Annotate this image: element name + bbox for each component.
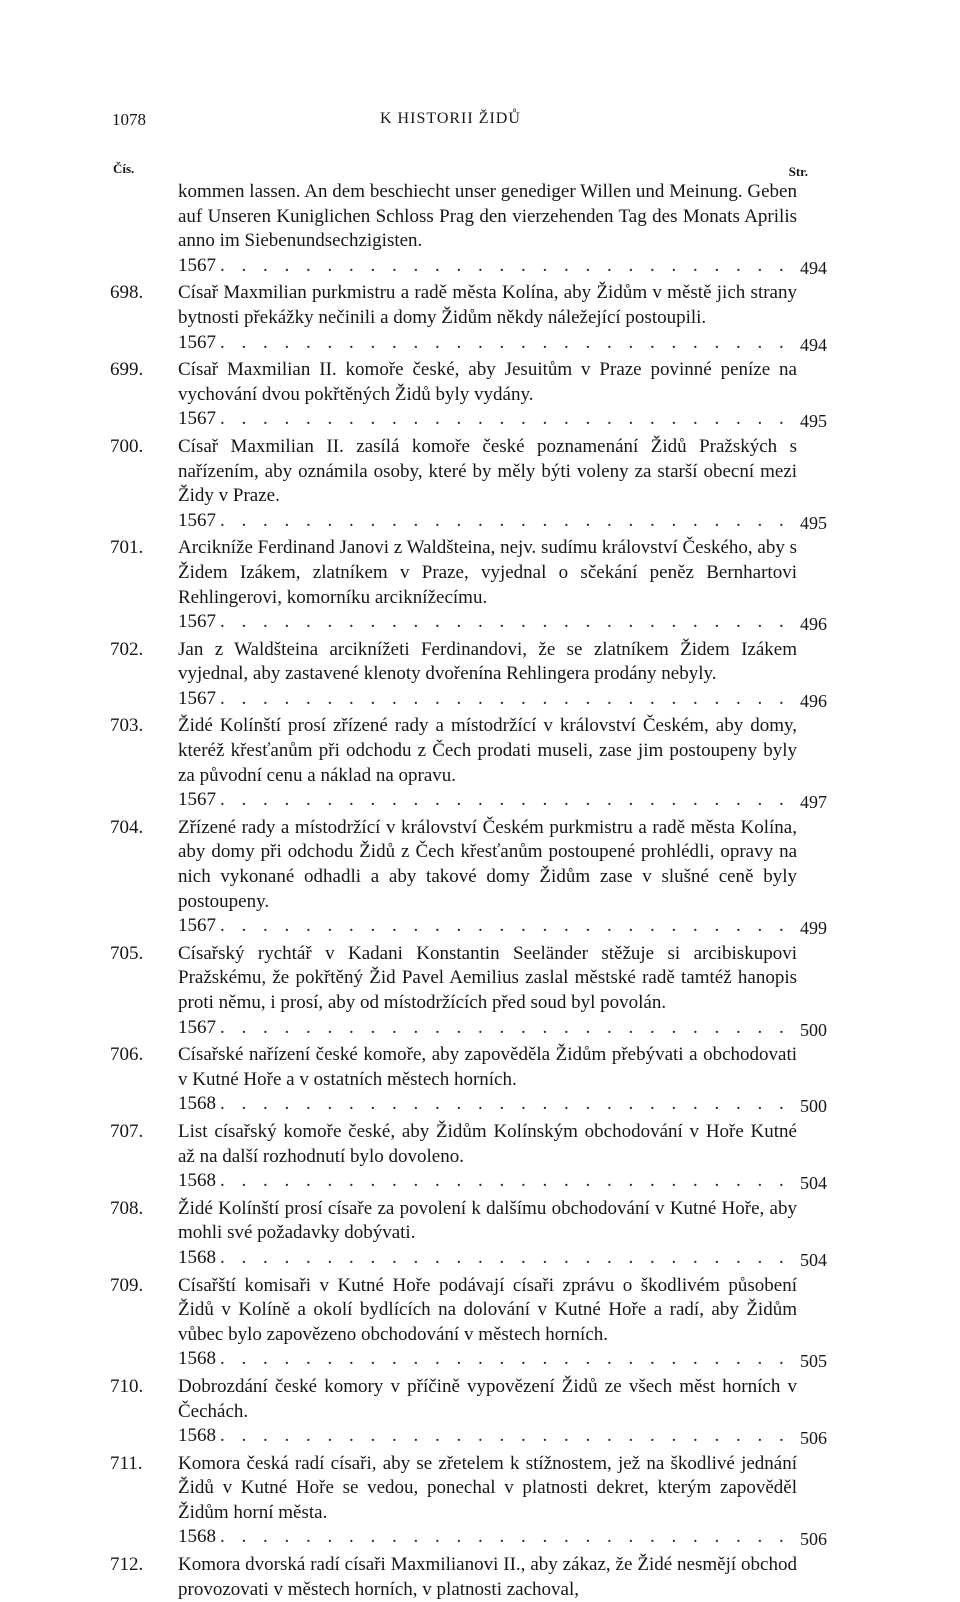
entry-number: 709.	[110, 1274, 144, 1296]
leader-dots	[216, 914, 797, 939]
entry-item	[110, 435, 840, 533]
entry-page: 497	[800, 792, 827, 813]
entry-page: 495	[800, 512, 827, 533]
leader-dots	[216, 1092, 797, 1117]
entry-item	[110, 714, 840, 812]
entry-text: Císařský rychtář v Kadani Konstantin Seeländer stěžuje si arcibiskupovi Pražskému, že pokřtěný Žid Pavel Aemilius zaslal městské radě tamtéž hanopis proti němu, i prosí, aby od místodržících před soud byl povolán.	[178, 942, 797, 1013]
entry-page: 504	[800, 1173, 827, 1194]
leader-dots	[216, 1169, 797, 1194]
entry-item	[110, 1274, 840, 1372]
continuation-year: 1567	[178, 254, 216, 276]
entry-page: 500	[800, 1019, 827, 1040]
leader-dots	[216, 254, 797, 279]
entry-page: 505	[800, 1351, 827, 1372]
entry-year: 1568	[178, 1425, 216, 1447]
entry-year: 1567	[178, 915, 216, 937]
leader-dots	[216, 1424, 797, 1449]
entry-item	[110, 1452, 840, 1550]
entry-item	[110, 942, 840, 1040]
entry-text: Židé Kolínští prosí zřízené rady a místodržící v království Českém, aby domy, kteréž křesťanům při odchodu z Čech prodati museli, zase jim postoupeny byly za původní cenu a náklad na opravu.	[178, 715, 797, 786]
entry-number: 701.	[110, 537, 144, 559]
entry-item	[110, 358, 840, 432]
leader-dots	[216, 788, 797, 813]
continuation-text: kommen lassen. An dem beschiecht unser genediger Willen und Meinung. Geben auf Unseren Kuniglichen Schloss Prag den vierzehenden Tag des Monats Aprilis anno im Siebenundsechzigisten.	[178, 181, 797, 252]
continuation-entry	[110, 180, 827, 278]
leader-dots	[216, 407, 797, 432]
entry-number: 698.	[110, 282, 144, 304]
entry-page: 506	[800, 1428, 827, 1449]
leader-dots	[216, 687, 797, 712]
entry-page: 496	[800, 690, 827, 711]
entry-number: 711.	[110, 1452, 143, 1474]
entry-number: 710.	[110, 1375, 144, 1397]
entry-year: 1567	[178, 331, 216, 353]
leader-dots	[216, 509, 797, 534]
entry-page: 494	[800, 334, 827, 355]
entry-item	[110, 1553, 840, 1602]
entry-year: 1567	[178, 687, 216, 709]
entry-year: 1567	[178, 408, 216, 430]
leader-dots	[216, 1016, 797, 1041]
entry-page: 496	[800, 614, 827, 635]
entry-number: 707.	[110, 1120, 144, 1142]
entry-text: Císařské nařízení české komoře, aby zapověděla Židům přebývati a obchodovati v Kutné Hoře a v ostatních městech horních.	[178, 1044, 797, 1090]
entry-year: 1567	[178, 509, 216, 531]
entry-number: 706.	[110, 1044, 144, 1066]
entry-page: 506	[800, 1529, 827, 1550]
entry-text: Zřízené rady a místodržící v království Českém purkmistru a radě města Kolína, aby domy při odchodu Židů z Čech křesťanům postoupené prohlédli, opravy na nich vykonané odhadli a aby takové domy Židům zase v slušné ceně byly postoupeny.	[178, 816, 797, 912]
entry-number: 704.	[110, 816, 144, 838]
running-title: K HISTORII ŽIDŮ	[380, 110, 521, 127]
leader-dots	[216, 331, 797, 356]
entry-year: 1567	[178, 789, 216, 811]
entry-list	[110, 180, 840, 1602]
entry-page: 500	[800, 1096, 827, 1117]
entry-text: Komora česká radí císaři, aby se zřetelem k stížnostem, jež na škodlivé jednání Židů v Kutné Hoře se vedou, ponechal v platnosti dekret, kterým zapověděl Židům horní města.	[178, 1452, 797, 1523]
entry-text: Císař Maxmilian II. komoře české, aby Jesuitům v Praze povinné peníze na vychování dvou pokřtěných Židů byly vydány.	[178, 359, 797, 405]
leader-dots	[216, 610, 797, 635]
entry-number: 705.	[110, 942, 144, 964]
entry-year: 1568	[178, 1526, 216, 1548]
entry-number: 708.	[110, 1197, 144, 1219]
entry-page: 504	[800, 1249, 827, 1270]
entry-text: Arcikníže Ferdinand Janovi z Waldšteina, nejv. sudímu království Českého, aby s Židem Izákem, zlatníkem v Praze, vyjednal o sčekání peněz Bernhartovi Rehlingerovi, komorníku arciknížecímu.	[178, 537, 798, 608]
leader-dots	[216, 1525, 797, 1550]
entry-item	[110, 816, 840, 939]
column-label-page: Str.	[788, 164, 808, 179]
entry-text: Jan z Waldšteina arciknížeti Ferdinandovi, že se zlatníkem Židem Izákem vyjednal, aby zastavené klenoty dvořenína Rehlingera prodány nebyly.	[178, 638, 797, 685]
entry-text: List císařský komoře české, aby Židům Kolínským obchodování v Hoře Kutné až na další rozhodnutí bylo dovoleno.	[178, 1120, 797, 1167]
entry-number: 703.	[110, 715, 144, 737]
entry-item	[110, 281, 840, 355]
column-label-number: Čís.	[113, 161, 135, 176]
entry-year: 1567	[178, 611, 216, 633]
entry-item	[110, 1375, 840, 1449]
entry-item	[110, 1120, 840, 1194]
entry-item	[110, 1197, 840, 1271]
entry-number: 699.	[110, 359, 144, 381]
leader-dots	[216, 1246, 797, 1271]
entry-page: 495	[800, 411, 827, 432]
entry-number: 702.	[110, 638, 144, 660]
entry-number: 700.	[110, 435, 144, 457]
entry-year: 1568	[178, 1348, 216, 1370]
entry-text: Císař Maxmilian II. zasílá komoře české poznamenání Židů Pražských s nařízením, aby oznámila osoby, které by měly býti voleny za starší obecní mezi Židy v Praze.	[178, 435, 797, 507]
entry-text: Komora dvorská radí císaři Maxmilianovi II., aby zákaz, že Židé nesmějí obchod provozovati v městech horních, v platnosti zachoval,	[178, 1554, 797, 1600]
entry-text: Dobrozdání české komory v příčině vypovězení Židů ze všech měst horních v Čechách.	[178, 1375, 797, 1422]
page-number: 1078	[112, 110, 146, 129]
entry-number: 712.	[110, 1554, 144, 1576]
entry-year: 1568	[178, 1093, 216, 1115]
entry-item	[110, 638, 840, 712]
entry-item	[110, 1043, 840, 1117]
leader-dots	[216, 1347, 797, 1372]
entry-year: 1568	[178, 1246, 216, 1268]
entry-text: Židé Kolínští prosí císaře za povolení k dalšímu obchodování v Kutné Hoře, aby mohli své požadavky dobývati.	[178, 1197, 797, 1244]
entry-year: 1568	[178, 1170, 216, 1192]
entry-page: 494	[800, 257, 827, 278]
entry-page: 499	[800, 918, 827, 939]
entry-year: 1567	[178, 1016, 216, 1038]
entry-text: Císařští komisaři v Kutné Hoře podávají císaři zprávu o škodlivém působení Židů v Kolíně a okolí bydlících na dolování v Kutné Hoře a radí, aby Židům vůbec bylo zapovězeno obchodování v městech horních.	[178, 1274, 797, 1345]
entry-item	[110, 536, 840, 634]
entry-text: Císař Maxmilian purkmistru a radě města Kolína, aby Židům v městě jich strany bytnosti překážky nečinili a domy Židům někdy náležející postoupili.	[178, 282, 797, 328]
